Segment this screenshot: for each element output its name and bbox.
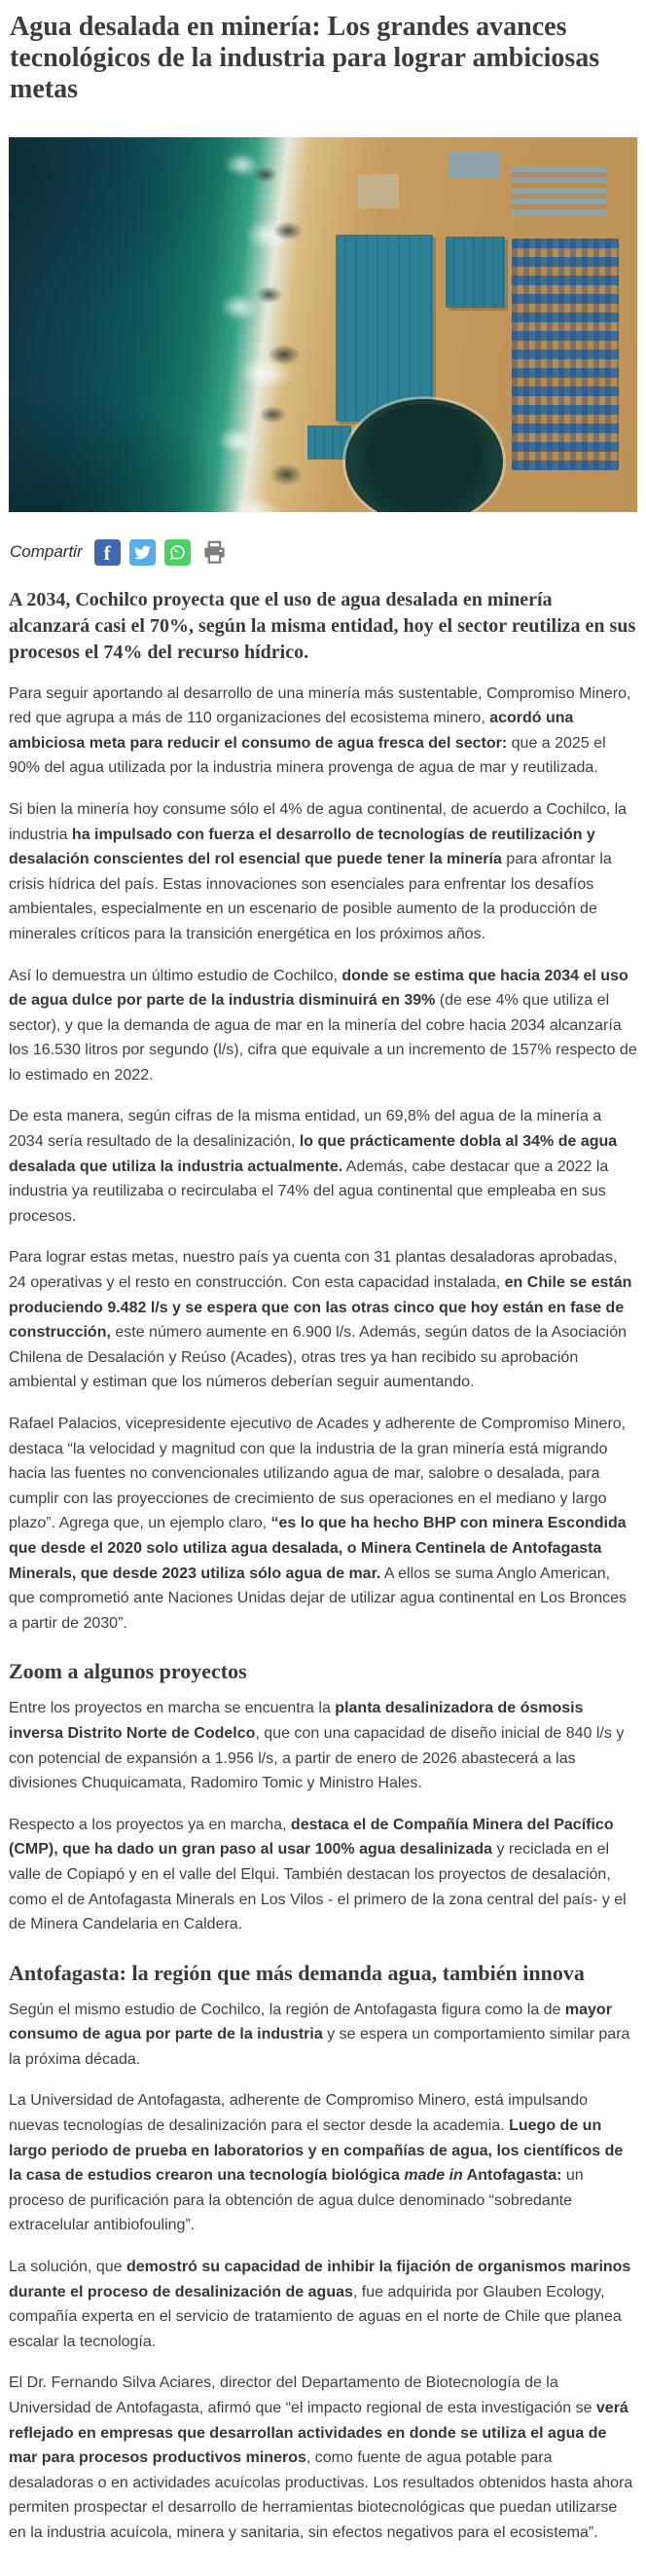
shoreline-rocks [235, 137, 311, 512]
share-label: Compartir [10, 542, 83, 562]
plant-secondary-roof [446, 237, 505, 308]
paragraph: Entre los proyectos en marcha se encuentra la planta desalinizadora de ósmosis inversa Distrito Norte de Codelco, que con una capacidad de diseño inicial de 840 l/s y con potencial de expansión a 1.956 l/s, a partir de enero de 2026 abastecerá a las divisiones Chuquicamata, Radomiro Tomic y Ministro Hales. [9, 1700, 625, 1792]
paragraph: El Dr. Fernando Silva Aciares, director del Departamento de Biotecnología de la Universidad de Antofagasta, afirmó que “el impacto regional de esta investigación se verá reflejado en empresas que desarrollan actividades en donde se utiliza el agua de mar para procesos productivos mineros, como fuente de agua potable para desaladoras o en actividades acuícolas productivas. Los resultados obtenidos hasta ahora permiten prospectar el desarrollo de herramientas biotecnológicas que puedan utilizarse en la industria acuícola, minera y sanitaria, sin efectos negativos para el ecosistema”. [9, 2374, 633, 2541]
paragraph: Para seguir aportando al desarrollo de una minería más sustentable, Compromiso Minero, red que agrupa a más de 110 organizaciones del ecosistema minero, acordó una ambiciosa meta para reducir el consumo de agua fresca del sector: que a 2025 el 90% del agua utilizada por la industria minera provenga de agua de mar y reutilizada. [9, 684, 631, 777]
plant-main-roof [336, 235, 433, 423]
share-whatsapp-button[interactable] [164, 539, 191, 566]
paragraph: Rafael Palacios, vicepresidente ejecutivo de Acades y adherente de Compromiso Minero, destaca “la velocidad y magnitud con que la industria de la gran minería está migrando hacia las fuentes no convencionales utilizando agua de mar, salobre o desalada, para cumplir con las proyecciones de crecimiento de sus operaciones en el mediano y largo plazo”. Agrega que, un ejemplo claro, “es lo que ha hecho BHP con minera Escondida que desde el 2020 solo utiliza agua desalada, o Minera Centinela de Antofagasta Minerals, que desde 2023 utiliza sólo agua de mar. A ellos se suma Anglo American, que comprometió ante Naciones Unidas dejar de utilizar agua continental en Los Bronces a partir de 2030”. [9, 1416, 628, 1632]
paragraph: Para lograr estas metas, nuestro país ya cuenta con 31 plantas desaladoras aprobadas, 24 operativas y el resto en construcción. Con esta capacidad instalada, en Chile se están produciendo 9.482 l/s y se espera que con las otras cinco que hoy están en fase de construcción, este número aumente en 6.900 l/s. Además, según datos de la Asociación Chilena de Desalación y Reúso (Acades), otras tres ya han recibido su aprobación ambiental y estiman que los números deberían seguir aumentando. [9, 1249, 632, 1391]
whatsapp-icon [168, 543, 187, 562]
article-hero-image [9, 137, 637, 512]
paragraph: Así lo demuestra un último estudio de Cochilco, donde se estima que hacia 2034 el uso de agua dulce por parte de la industria disminuirá en 39% (de ese 4% que utiliza el sector), y que la demanda de agua de mar en la minería del cobre hacia 2034 alcanzaría los 16.530 litros por segundo (l/s), cifra que equivale a un incremento de 157% respecto de lo estimado en 2022. [9, 967, 637, 1084]
circular-water-pool [345, 399, 503, 512]
plant-building-small [449, 152, 499, 178]
paragraph: Respecto a los proyectos ya en marcha, destaca el de Compañía Minera del Pacífico (CMP), que ha dado un gran paso al usar 100% agua desalinizada y reciclada en el valle de Copiapó y en el valle del Elqui. También destacan los proyectos de desalación, como el de Antofagasta Minerals en Los Vilos - el primero de la zona central del país- y el de Minera Candelaria en Caldera. [9, 1816, 627, 1933]
printer-icon [201, 539, 228, 566]
share-facebook-button[interactable] [94, 539, 121, 566]
share-twitter-button[interactable] [129, 539, 156, 566]
treatment-racks [512, 239, 619, 471]
plant-shed [307, 425, 351, 460]
paragraph: La solución, que demostró su capacidad de inhibir la fijación de organismos marinos durante el proceso de desalinización de aguas, fue adquirida por Glauben Ecology, compañía experta en el servicio de tratamiento de aguas en el norte de Chile que planea escalar la tecnología. [9, 2259, 631, 2350]
paragraph: Según el mismo estudio de Cochilco, la región de Antofagasta figura como la de mayor consumo de agua por parte de la industria y se espera un comportamiento similar para la próxima década. [9, 2001, 630, 2068]
page-title: Agua desalada en minería: Los grandes avances tecnológicos de la industria para lograr ambiciosas metas [10, 12, 600, 105]
section-heading: Zoom a algunos proyectos [9, 1659, 247, 1684]
treatment-racks-upper [512, 166, 606, 215]
facebook-icon: f [103, 540, 111, 565]
lead-paragraph: A 2034, Cochilco proyecta que el uso de agua desalada en minería alcanzará casi el 70%, según la misma entidad, hoy el sector reutiliza en sus procesos el 74% del recurso hídrico. [9, 588, 636, 663]
print-button[interactable] [201, 539, 228, 566]
paragraph: De esta manera, según cifras de la misma entidad, un 69,8% del agua de la minería a 2034 sería resultado de la desalinización, lo que prácticamente dobla al 34% de agua desalada que utiliza la industria actualmente. Además, cabe destacar que a 2022 la industria ya reutilizaba o recirculaba el 74% del agua continental que empleaba en sus procesos. [9, 1108, 618, 1225]
share-bar [10, 539, 637, 566]
paragraph: La Universidad de Antofagasta, adherente de Compromiso Minero, está impulsando nuevas tecnologías de desalinización para el sector desde la academia. Luego de un largo periodo de prueba en laboratorios y en compañías de agua, los científicos de la casa de estudios crearon una tecnología biológica made in Antofagasta: un proceso de purificación para la obtención de agua dulce denominado “sobredante extracelular antibiofouling”. [9, 2092, 624, 2234]
twitter-icon [134, 544, 151, 561]
plant-building-small [358, 174, 399, 208]
article-body [9, 587, 637, 2546]
section-heading: Antofagasta: la región que más demanda agua, también innova [9, 1960, 585, 1985]
paragraph: Si bien la minería hoy consume sólo el 4% de agua continental, de acuerdo a Cochilco, la industria ha impulsado con fuerza el desarrollo de tecnologías de reutilización y desalación conscientes del rol esencial que puede tener la minería para afrontar la crisis hídrica del país. Estas innovaciones son esenciales para enfrentar los desafíos ambientales, especialmente en un escenario de posible aumento de la producción de minerales críticos para la transición energética en los próximos años. [9, 800, 628, 942]
